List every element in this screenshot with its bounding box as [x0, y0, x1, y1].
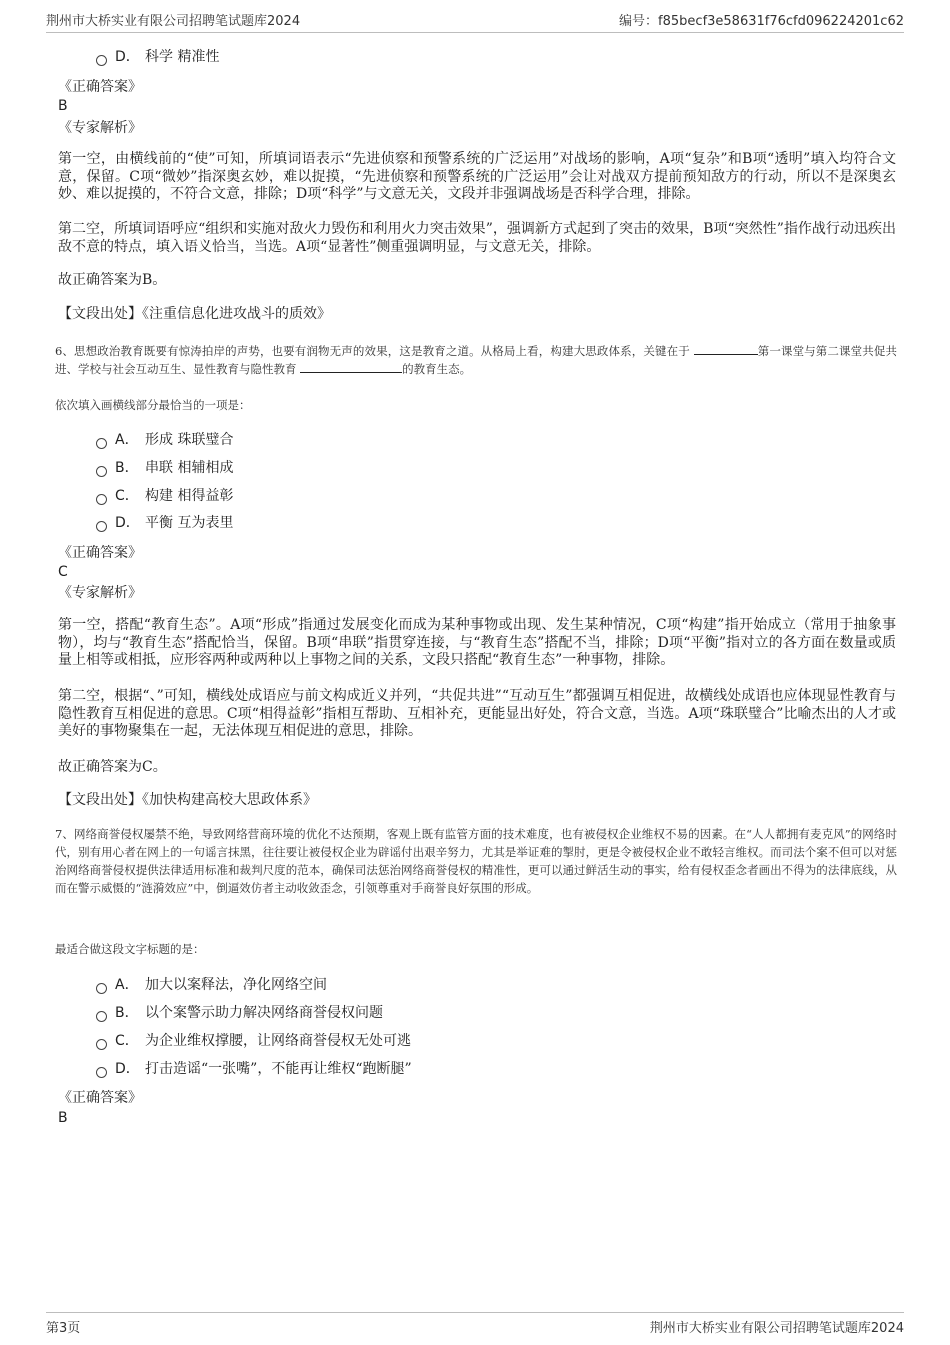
q6-analysis-p1: 第一空，搭配“教育生态”。A项“形成”指通过发展变化而成为某种事物或出现、发生某种情况，C项“构建”指开始成立（常用于抽象事物），均与“教育生态”搭配恰当，保留。B项“串联”指贯穿连接，与“教育生态”搭配不当，排除；D项“平衡”指对立的各方面在数量或质量上相等或相抵，应形容两种或两种以上事物之间的关系，文段只搭配“教育生态”一种事物，排除。	[58, 617, 896, 668]
q7-option-b[interactable]	[96, 1004, 383, 1022]
q5-conclusion: 故正确答案为B。	[58, 272, 167, 288]
option-text: 形成 珠联璧合	[145, 432, 234, 448]
option-letter: D．	[115, 1061, 140, 1077]
radio-icon[interactable]	[96, 1067, 107, 1078]
q6-answer-label: 《正确答案》	[58, 545, 142, 561]
q6-option-d[interactable]	[96, 514, 233, 532]
q5-analysis-label: 《专家解析》	[58, 120, 142, 136]
q5-option-d[interactable]	[96, 48, 219, 66]
q6-blank-1	[694, 342, 758, 355]
header-title: 荆州市大桥实业有限公司招聘笔试题库2024	[46, 14, 301, 29]
option-text: 平衡 互为表里	[145, 515, 234, 531]
q6-option-a[interactable]	[96, 431, 233, 449]
option-text: 为企业维权撑腰，让网络商誉侵权无处可逃	[145, 1033, 411, 1049]
q7-answer-label: 《正确答案》	[58, 1090, 142, 1106]
option-letter: A．	[115, 977, 139, 993]
option-letter: A．	[115, 432, 139, 448]
radio-icon[interactable]	[96, 494, 107, 505]
option-text: 串联 相辅相成	[145, 460, 234, 476]
q5-answer-label: 《正确答案》	[58, 79, 142, 95]
option-letter: B．	[115, 1005, 139, 1021]
q5-analysis-p2: 第二空，所填词语呼应“组织和实施对敌火力毁伤和利用火力突击效果”，强调新方式起到了突击的效果，B项“突然性”指作战行动迅疾出敌不意的特点，填入语义恰当，当选。A项“显著性”侧重强调明显，与文意无关，排除。	[58, 221, 896, 255]
q6-conclusion: 故正确答案为C。	[58, 759, 167, 775]
option-text: 构建 相得益彰	[145, 488, 234, 504]
q6-prompt: 依次填入画横线部分最恰当的一项是：	[55, 398, 251, 412]
q6-stem-part-b: 第一课堂与第二课堂共促共进、学校与社会互动互生、显性教育与隐性教育	[55, 344, 898, 376]
page-footer	[46, 1312, 904, 1336]
q7-option-d[interactable]	[96, 1060, 412, 1078]
option-text: 科学 精准性	[145, 49, 220, 65]
q6-source: 【文段出处】《加快构建高校大思政体系》	[58, 792, 317, 808]
q6-answer: C	[58, 564, 68, 580]
q7-answer: B	[58, 1110, 68, 1126]
q7-option-c[interactable]	[96, 1032, 411, 1050]
option-letter: C．	[115, 488, 139, 504]
radio-icon[interactable]	[96, 466, 107, 477]
q6-blank-2	[300, 360, 402, 373]
q6-stem-part-a: 6、思想政治教育既要有惊涛拍岸的声势，也要有润物无声的效果，这是教育之道。从格局上看，构建大思政体系，关键在于	[55, 344, 690, 358]
option-letter: D．	[115, 49, 140, 65]
radio-icon[interactable]	[96, 55, 107, 66]
q6-stem	[55, 342, 897, 378]
q7-prompt: 最适合做这段文字标题的是：	[55, 942, 205, 956]
q5-source: 【文段出处】《注重信息化进攻战斗的质效》	[58, 306, 331, 322]
q7-option-a[interactable]	[96, 976, 327, 994]
option-text: 以个案警示助力解决网络商誉侵权问题	[145, 1005, 383, 1021]
radio-icon[interactable]	[96, 1039, 107, 1050]
option-letter: D．	[115, 515, 140, 531]
document-id: 编号：f85becf3e58631f76cfd096224201c62	[619, 14, 904, 29]
option-text: 打击造谣“一张嘴”，不能再让维权“跑断腿”	[145, 1061, 412, 1077]
q7-stem: 7、网络商誉侵权屡禁不绝，导致网络营商环境的优化不达预期，客观上既有监管方面的技术难度，也有被侵权企业维权不易的因素。在“人人都拥有麦克风”的网络时代，别有用心者在网上的一句谣言抹黑，往往要让被侵权企业为辟谣付出艰辛努力，尤其是举证难的掣肘，更是令被侵权企业不敢轻言维权。而司法个案不但可以对惩治网络商誉侵权提供法律适用标准和裁判尺度的范本，确保司法惩治网络商誉侵权的精准性，更可以通过鲜活生动的事实，给有侵权歪念者画出不得为的法律底线，从而在警示威慑的“涟漪效应”中，倒逼效仿者主动收敛歪念，引领尊重对手商誉良好氛围的形成。	[55, 827, 897, 895]
q6-option-b[interactable]	[96, 459, 233, 477]
radio-icon[interactable]	[96, 1011, 107, 1022]
footer-title: 荆州市大桥实业有限公司招聘笔试题库2024	[649, 1321, 904, 1336]
radio-icon[interactable]	[96, 438, 107, 449]
q6-option-c[interactable]	[96, 487, 233, 505]
q5-answer: B	[58, 98, 68, 114]
page-header	[46, 10, 904, 33]
option-letter: B．	[115, 460, 139, 476]
option-letter: C．	[115, 1033, 139, 1049]
q6-analysis-p2: 第二空，根据“、”可知，横线处成语应与前文构成近义并列，“共促共进”“互动互生”都强调互相促进，故横线处成语也应体现显性教育与隐性教育互相促进的意思。C项“相得益彰”指相互帮助、互相补充，更能显出好处，符合文意，当选。A项“珠联璧合”比喻杰出的人才或美好的事物聚集在一起，无法体现互相促进的意思，排除。	[58, 688, 896, 739]
page-number: 第3页	[46, 1321, 81, 1336]
option-text: 加大以案释法，净化网络空间	[145, 977, 327, 993]
radio-icon[interactable]	[96, 521, 107, 532]
q6-analysis-label: 《专家解析》	[58, 585, 142, 601]
radio-icon[interactable]	[96, 983, 107, 994]
q6-stem-part-c: 的教育生态。	[402, 362, 472, 376]
q5-analysis-p1: 第一空，由横线前的“使”可知，所填词语表示“先进侦察和预警系统的广泛运用”对战场的影响，A项“复杂”和B项“透明”填入均符合文意，保留。C项“微妙”指深奥玄妙，难以捉摸，“先进侦察和预警系统的广泛运用”会让对战双方提前预知敌方的行动，所以不是深奥玄妙、难以捉摸的，不符合文意，排除；D项“科学”与文意无关，文段并非强调战场是否科学合理，排除。	[58, 151, 896, 202]
